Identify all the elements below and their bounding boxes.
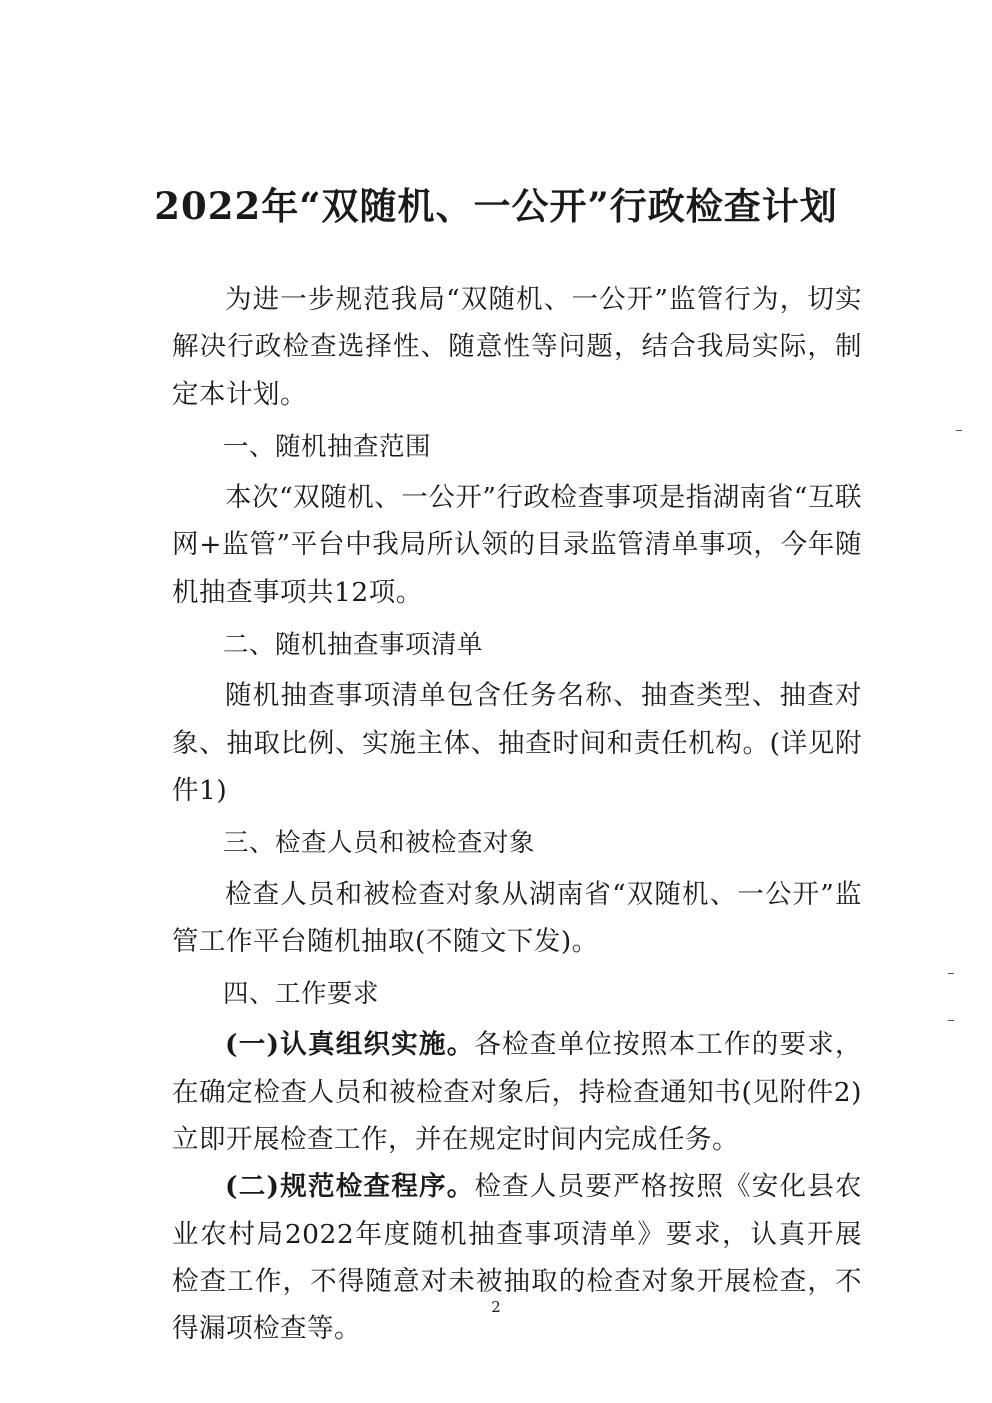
scan-mark [948, 973, 954, 974]
requirement-2-text: 检查人员要严格按照《安化县农业农村局2022年度随机抽查事项清单》要求，认真开展检查工作，不得随意对未被抽取的检查对象开展检查，不得漏项检查等。 [172, 1171, 863, 1345]
requirement-2-lead: (二)规范检查程序。 [225, 1171, 475, 1203]
page-number: 2 [491, 1298, 501, 1316]
document-title: 2022年“双随机、一公开”行政检查计划 [154, 184, 838, 228]
document-body [172, 276, 862, 1353]
paragraph-requirement-2 [172, 1163, 862, 1352]
section-heading-personnel: 三、检查人员和被检查对象 [223, 828, 536, 859]
paragraph-checklist: 随机抽查事项清单包含任务名称、抽查类型、抽查对象、抽取比例、实施主体、抽查时间和责任机构。(详见附件1) [172, 680, 862, 806]
section-heading-checklist: 二、随机抽查事项清单 [223, 630, 484, 661]
requirement-1-text: 各检查单位按照本工作的要求，在确定检查人员和被检查对象后，持检查通知书(见附件2)立即开展检查工作，并在规定时间内完成任务。 [172, 1029, 863, 1156]
section-heading-requirements: 四、工作要求 [223, 979, 380, 1010]
scan-mark [948, 1020, 954, 1021]
requirement-1-lead: (一)认真组织实施。 [225, 1029, 475, 1061]
section-heading-scope: 一、随机抽查范围 [223, 431, 432, 462]
paragraph-intro: 为进一步规范我局“双随机、一公开”监管行为，切实解决行政检查选择性、随意性等问题，结合我局实际，制定本计划。 [172, 284, 862, 410]
scan-mark [956, 430, 962, 431]
paragraph-requirement-1 [172, 1021, 862, 1163]
paragraph-personnel: 检查人员和被检查对象从湖南省“双随机、一公开”监管工作平台随机抽取(不随文下发)。 [172, 878, 862, 957]
paragraph-scope: 本次“双随机、一公开”行政检查事项是指湖南省“互联网+监管”平台中我局所认领的目录监管清单事项，今年随机抽查事项共12项。 [172, 482, 862, 608]
